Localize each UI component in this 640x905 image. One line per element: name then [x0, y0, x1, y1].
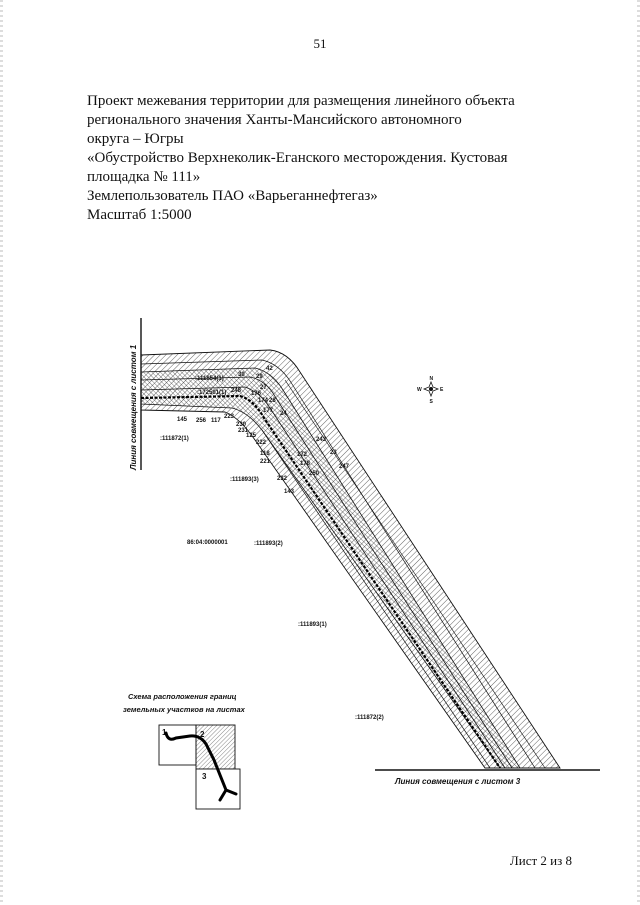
- header-line: площадка № 111»: [87, 169, 201, 185]
- scheme-title-line1: Схема расположения границ: [128, 692, 237, 701]
- parcel-label: 222: [256, 440, 267, 446]
- parcel-label: 230: [236, 422, 247, 428]
- cadastral-label: :111872(2): [355, 715, 384, 721]
- header-line: Масштаб 1:5000: [87, 207, 192, 223]
- compass-e: E: [440, 387, 444, 393]
- scheme-sheet-number: 3: [202, 772, 207, 781]
- header-line: Землепользователь ПАО «Варьеганнефтегаз»: [87, 188, 378, 204]
- parcel-label: 176: [251, 391, 262, 397]
- parcel-label: 23: [330, 450, 337, 456]
- compass-w: W: [417, 387, 422, 393]
- parcel-label: 172: [297, 452, 308, 458]
- seam-label-bottom: Линия совмещения с листом 3: [395, 777, 521, 786]
- parcel-label: 30: [238, 372, 245, 378]
- parcel-label: 117: [211, 418, 221, 424]
- parcel-label: 232: [277, 476, 288, 482]
- parcel-label: 118: [260, 451, 270, 457]
- header-line: округа – Югры: [87, 131, 184, 147]
- parcel-label: 145: [177, 417, 188, 423]
- parcel-label: 231: [238, 428, 249, 434]
- parcel-label: 24: [280, 411, 287, 417]
- parcel-label: 27: [260, 385, 267, 391]
- cadastral-label: :111893(3): [230, 477, 259, 483]
- parcel-label: 247: [339, 464, 350, 470]
- cadastral-label: :111893(2): [254, 541, 283, 547]
- page-number: 51: [313, 36, 327, 51]
- parcel-label: 174: [258, 398, 269, 404]
- parcel-label: 28: [269, 398, 276, 404]
- cadastral-label: :111854(1): [195, 376, 224, 382]
- parcel-label: 243: [316, 437, 327, 443]
- parcel-label: 223: [224, 414, 235, 420]
- compass-icon: [417, 376, 444, 405]
- parcel-label: 143: [284, 489, 295, 495]
- header-line: Проект межевания территории для размещения линейного объекта: [87, 93, 515, 109]
- parcel-label: 29: [256, 374, 263, 380]
- compass-n: N: [429, 376, 434, 382]
- compass-s: S: [429, 399, 433, 405]
- scheme-title-line2: земельных участков на листах: [123, 705, 245, 714]
- cadastral-label: :111872(1): [160, 436, 189, 442]
- parcel-label: 250: [309, 471, 320, 477]
- scheme-sheet-number: 1: [162, 728, 167, 737]
- parcel-label: 125: [246, 433, 257, 439]
- parcel-label: 221: [260, 459, 271, 465]
- cadastral-label: :111893(1): [298, 622, 327, 628]
- parcel-label: 178: [300, 461, 311, 467]
- header-line: «Обустройство Верхнеколик-Еганского месторождения. Кустовая: [87, 150, 508, 166]
- cadastral-label: :172501(1): [197, 390, 227, 396]
- parcel-label: 42: [266, 366, 273, 372]
- scheme-sheet-number: 2: [200, 730, 205, 739]
- parcel-label: 256: [196, 418, 207, 424]
- header-line: регионального значения Ханты-Мансийского автономного: [87, 112, 462, 128]
- sheet-counter: Лист 2 из 8: [509, 853, 572, 868]
- seam-label-top: Линия совмещения с листом 1: [129, 344, 138, 470]
- cadastral-quarter-label: 86:04:0000001: [187, 540, 228, 546]
- sheet-layout-scheme: [123, 692, 246, 809]
- parcel-label: 248: [231, 388, 242, 394]
- parcel-label: 177: [263, 408, 274, 414]
